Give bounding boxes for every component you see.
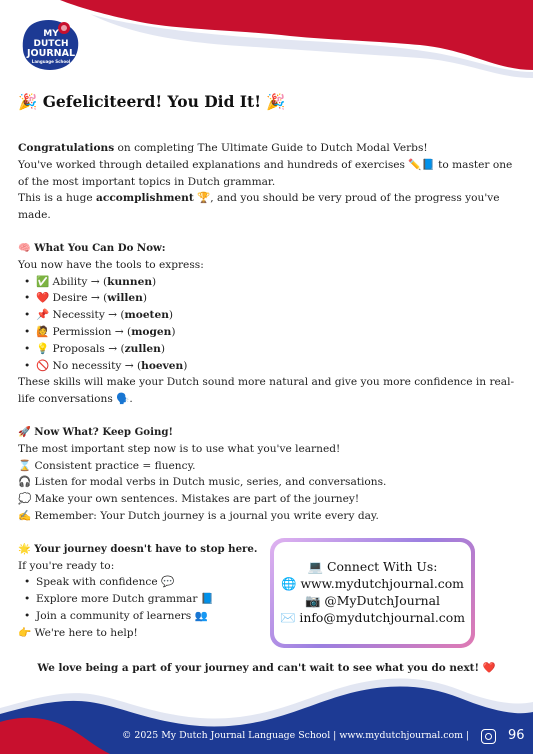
intro-line-3-pre: This is a huge [18, 192, 97, 205]
intro-line-1 [18, 140, 518, 157]
item-verb: mogen [131, 325, 172, 338]
connect-card [270, 538, 475, 648]
logo-line-3: JOURNAL [27, 48, 75, 59]
journey-outro: 👉 We're here to help! [18, 626, 138, 639]
connect-title: 💻 Connect With Us: [307, 559, 438, 574]
list-item [36, 290, 518, 307]
page-title: 🎉 Gefeliciteerd! You Did It! 🎉 [18, 92, 286, 111]
list-item: • Speak with confidence 💬 [36, 574, 518, 591]
item-label: 📌 Necessity → ( [36, 309, 125, 322]
keep-going-line: The most important step now is to use what you've learned! [18, 442, 341, 455]
list-item [36, 307, 518, 324]
footer-copyright: © 2025 My Dutch Journal Language School | www.mydutchjournal.com | [122, 730, 470, 741]
accomplishment-bold: accomplishment [96, 192, 194, 205]
closing-message: We love being a part of your journey and can't wait to see what you do next! ❤️ [37, 662, 496, 674]
intro-line-3-post: 🏆, and you should be very proud of the progress you've made. [18, 192, 500, 222]
item-verb: hoeven [141, 359, 184, 372]
logo-line-2: DUTCH [33, 39, 69, 49]
journey-heading: 🌟 Your journey doesn't have to stop here. [18, 542, 258, 555]
list-item [36, 358, 518, 375]
item-end: ) [168, 309, 174, 322]
item-verb: willen [107, 292, 143, 305]
logo-line-4: Language School [31, 59, 71, 64]
list-item [36, 274, 518, 291]
journey-lead: If you're ready to: [18, 559, 115, 572]
logo-line-1: MY [43, 29, 59, 39]
intro-line-1-rest: on completing The Ultimate Guide to Dutch Modal Verbs! [114, 142, 428, 154]
item-label: 🚫 No necessity → ( [36, 359, 142, 372]
item-verb: moeten [124, 309, 169, 322]
item-label: 🙋 Permission → ( [36, 325, 132, 338]
list-item: • Join a community of learners 👥 [36, 608, 518, 625]
item-end: ) [183, 359, 188, 372]
can-do-heading: 🧠 What You Can Do Now: [18, 241, 166, 254]
list-item [36, 324, 518, 341]
can-do-outro: These skills will make your Dutch sound more natural and give you more confidence in real-life conversations 🗣️. [18, 376, 515, 406]
item-verb: kunnen [107, 275, 153, 288]
logo-wordmark [22, 29, 80, 64]
item-end: ) [160, 342, 165, 355]
keep-going-line: 💭 Make your own sentences. Mistakes are part of the journey! [18, 493, 360, 506]
item-label: ❤️ Desire → ( [36, 292, 108, 305]
intro-line-3 [18, 190, 518, 224]
item-end: ) [152, 275, 157, 288]
item-end: ) [142, 292, 148, 305]
keep-going-heading: 🚀 Now What? Keep Going! [18, 425, 173, 438]
modal-verb-list [18, 274, 518, 375]
intro-line-2: You've worked through detailed explanations and hundreds of exercises ✏️📘 to master one of the most important topics in Dutch grammar. [18, 158, 513, 188]
can-do-lead: You now have the tools to express: [18, 258, 204, 271]
email-link[interactable]: ✉️ info@mydutchjournal.com [280, 610, 465, 625]
keep-going-line: ✍️ Remember: Your Dutch journey is a journal you write every day. [18, 509, 379, 522]
keep-going-line: 🎧 Listen for modal verbs in Dutch music, series, and conversations. [18, 476, 387, 489]
item-label: ✅ Ability → ( [36, 275, 108, 288]
list-item [36, 341, 518, 358]
page-number: 96 [508, 728, 525, 743]
item-end: ) [171, 325, 176, 338]
item-label: 💡 Proposals → ( [36, 342, 125, 355]
list-item: • Explore more Dutch grammar 📘 [36, 591, 518, 608]
item-verb: zullen [124, 342, 161, 355]
instagram-icon[interactable] [481, 729, 496, 744]
website-link[interactable]: 🌐 www.mydutchjournal.com [281, 576, 464, 591]
congrats-bold: Congratulations [18, 142, 115, 154]
instagram-link[interactable]: 📷 @MyDutchJournal [305, 593, 440, 608]
connect-card-inner [274, 542, 471, 644]
keep-going-line: ⌛ Consistent practice = fluency. [18, 459, 196, 472]
